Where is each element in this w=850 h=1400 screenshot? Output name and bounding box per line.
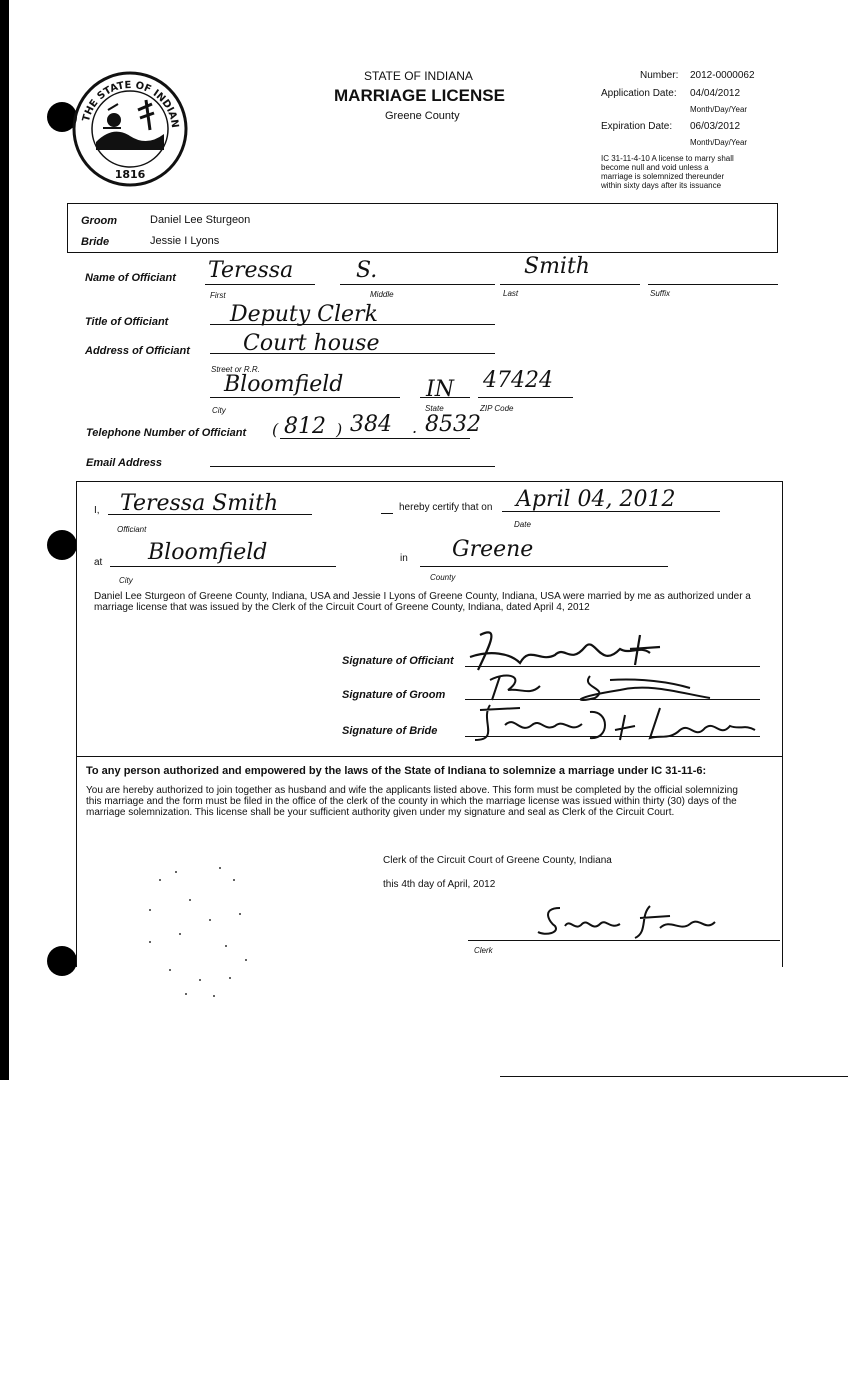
groom-label: Groom xyxy=(81,215,118,227)
officiant-email-label: Email Address xyxy=(86,457,163,469)
officiant-phone-label: Telephone Number of Officiant xyxy=(86,427,247,439)
groom-name: Daniel Lee Sturgeon xyxy=(150,214,251,226)
seal-top-text: THE STATE OF INDIANA xyxy=(64,62,181,129)
street-caption: Street or R.R. xyxy=(211,365,260,374)
officiant-zip-line xyxy=(478,397,573,398)
phone-line-number: 8532 xyxy=(425,412,481,437)
state-caption: State xyxy=(425,404,444,413)
phone-area-code: 812 xyxy=(284,414,326,439)
document-title: MARRIAGE LICENSE xyxy=(334,86,505,105)
phone-open-paren: ( xyxy=(272,420,279,439)
city-caption: City xyxy=(212,406,226,415)
certificate-county-line xyxy=(420,566,668,567)
application-date-format: Month/Day/Year xyxy=(690,105,748,114)
clerk-signature-line xyxy=(468,940,780,941)
officiant-zip-value: 47424 xyxy=(483,368,553,393)
certificate-date-caption: Date xyxy=(514,520,531,529)
last-caption: Last xyxy=(503,289,519,298)
in-label: in xyxy=(400,553,408,564)
certificate-officiant-line xyxy=(108,514,312,515)
signature-bride-label: Signature of Bride xyxy=(342,725,438,737)
officiant-middle-line xyxy=(340,284,495,285)
county-heading: Greene County xyxy=(385,110,460,122)
certificate-date-line xyxy=(502,511,720,512)
officiant-street-line xyxy=(210,353,495,354)
certificate-city-value: Bloomfield xyxy=(148,540,268,565)
certificate-city-caption: City xyxy=(119,576,133,585)
certificate-officiant-caption: Officiant xyxy=(117,525,147,534)
certificate-date-value: April 04, 2012 xyxy=(516,487,676,512)
officiant-title-value: Deputy Clerk xyxy=(230,302,378,327)
i-label: I, xyxy=(94,505,100,516)
phone-close-paren: ) xyxy=(336,420,343,439)
middle-caption: Middle xyxy=(370,290,394,299)
expiration-date-value: 06/03/2012 xyxy=(690,121,741,132)
officiant-address-label: Address of Officiant xyxy=(85,345,190,357)
ic-note xyxy=(601,154,734,190)
number-value: 2012-0000062 xyxy=(690,70,755,81)
officiant-first-name: Teressa xyxy=(208,258,294,283)
zip-caption: ZIP Code xyxy=(480,404,514,413)
officiant-city-line xyxy=(210,397,400,398)
officiant-name-label: Name of Officiant xyxy=(85,272,176,284)
clerk-caption: Clerk xyxy=(474,946,493,955)
application-date-value: 04/04/2012 xyxy=(690,88,741,99)
phone-line xyxy=(280,438,470,439)
authorization-body: You are hereby authorized to join together as husband and wife the applicants listed above. This form must be completed by the official solemnizing this marriage and the form must be filed in the office of the clerk of the county in which the marriage license was issued within thirty (30) days of the marriage solemnization. This license shall be your sufficient authority given under my signature and seal as Clerk of the Circuit Court. xyxy=(86,785,738,818)
bride-label: Bride xyxy=(81,236,110,248)
clerk-date-line: this 4th day of April, 2012 xyxy=(383,879,496,890)
marriage-statement: Daniel Lee Sturgeon of Greene County, Indiana, USA and Jessie I Lyons of Greene County, Indiana, USA were married by me as authorized under a marriage license that was issued by the Clerk of the Circuit Court of Greene County, Indiana, dated April 4, 2012 xyxy=(94,591,751,613)
phone-prefix: 384 xyxy=(350,412,392,437)
officiant-last-name: Smith xyxy=(524,254,590,279)
certify-dash xyxy=(381,513,393,514)
officiant-email-line xyxy=(210,466,495,467)
at-label: at xyxy=(94,557,103,568)
officiant-title-line xyxy=(210,324,495,325)
bride-name: Jessie I Lyons xyxy=(150,235,220,247)
expiration-date-label: Expiration Date: xyxy=(601,121,673,132)
officiant-state-line xyxy=(420,397,470,398)
ic-note-line: IC 31-11-4-10 A license to marry shall xyxy=(601,154,734,163)
left-margin-bar xyxy=(0,0,9,1080)
number-label: Number: xyxy=(640,70,679,81)
officiant-title-label: Title of Officiant xyxy=(85,316,169,328)
expiration-date-format: Month/Day/Year xyxy=(690,138,748,147)
seal-year: 1816 xyxy=(114,168,146,181)
officiant-street-value: Court house xyxy=(243,331,380,356)
phone-dot: . xyxy=(412,418,418,437)
embossed-seal-marks xyxy=(130,850,290,1010)
certificate-county-caption: County xyxy=(430,573,456,582)
ic-note-line: marriage is solemnized thereunder xyxy=(601,172,725,181)
officiant-last-line xyxy=(500,284,640,285)
signature-officiant-label: Signature of Officiant xyxy=(342,655,454,667)
officiant-suffix-line xyxy=(648,284,778,285)
officiant-state-value: IN xyxy=(426,377,454,402)
certify-label: hereby certify that on xyxy=(399,502,493,513)
suffix-caption: Suffix xyxy=(650,289,671,298)
bottom-stray-line xyxy=(500,1076,848,1077)
punch-hole-middle xyxy=(47,530,77,560)
svg-text:THE STATE OF INDIANA xyxy=(64,62,180,129)
signature-groom-label: Signature of Groom xyxy=(342,689,446,701)
certificate-city-line xyxy=(110,566,336,567)
state-heading: STATE OF INDIANA xyxy=(364,69,473,83)
officiant-middle-name: S. xyxy=(356,258,378,283)
clerk-court-line: Clerk of the Circuit Court of Greene County, Indiana xyxy=(383,855,612,866)
ic-note-line: within sixty days after its issuance xyxy=(601,181,722,190)
certificate-officiant-value: Teressa Smith xyxy=(120,491,279,516)
officiant-city-value: Bloomfield xyxy=(224,372,344,397)
application-date-label: Application Date: xyxy=(601,88,677,99)
officiant-first-line xyxy=(205,284,315,285)
first-caption: First xyxy=(210,291,226,300)
punch-hole-bottom xyxy=(47,946,77,976)
certificate-county-value: Greene xyxy=(452,537,534,562)
bride-signature xyxy=(460,700,760,745)
ic-note-line: become null and void unless a xyxy=(601,163,709,172)
state-seal xyxy=(64,62,198,190)
authorization-heading: To any person authorized and empowered by the laws of the State of Indiana to solemnize a marriage under IC 31-11-6: xyxy=(86,765,707,777)
